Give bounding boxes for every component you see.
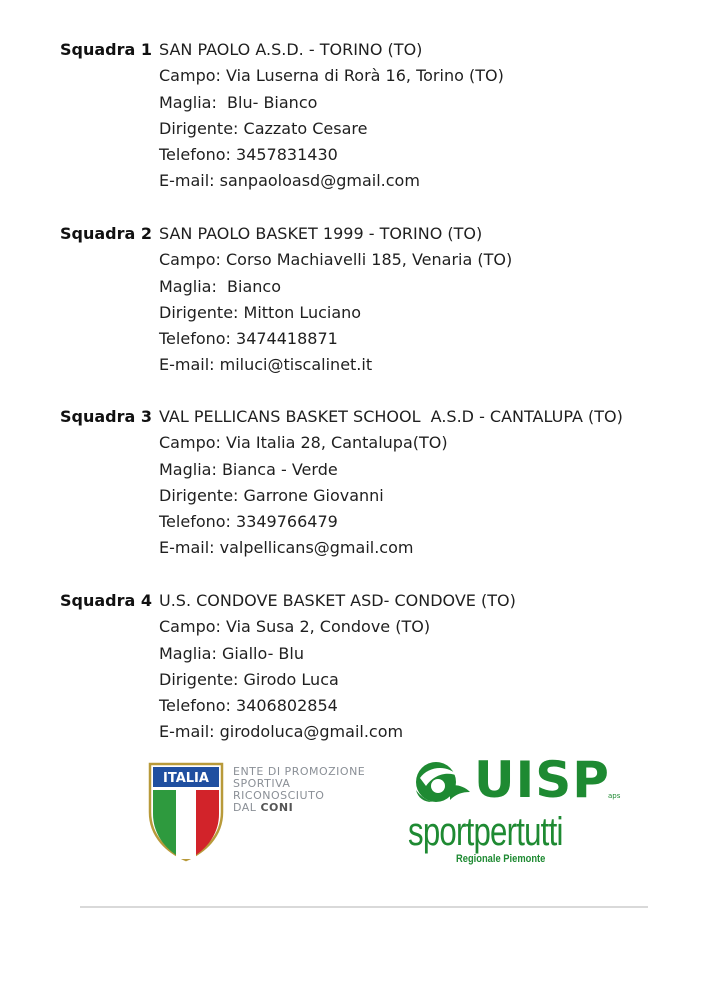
ente-line-3: RICONOSCIUTO xyxy=(233,789,325,802)
team-email: E-mail: miluci@tiscalinet.it xyxy=(159,355,373,375)
team-maglia: Maglia: Blu- Bianco xyxy=(159,92,318,112)
uisp-aps-text: aps xyxy=(608,792,621,800)
team-telefono: Telefono: 3349766479 xyxy=(159,512,338,532)
team-label: Squadra 4 xyxy=(60,591,153,610)
team-label: Squadra 3 xyxy=(60,407,153,426)
ente-promozione-text xyxy=(233,766,365,814)
team-name: SAN PAOLO A.S.D. - TORINO (TO) xyxy=(159,40,423,59)
ente-line-4 xyxy=(233,802,365,814)
team-dirigente: Dirigente: Mitton Luciano xyxy=(159,302,362,322)
team-dirigente: Dirigente: Girodo Luca xyxy=(159,669,339,689)
team-name: SAN PAOLO BASKET 1999 - TORINO (TO) xyxy=(159,224,483,243)
team-maglia: Maglia: Bianco xyxy=(159,276,281,296)
ente-line-2: SPORTIVA xyxy=(233,777,291,790)
logos-banner xyxy=(80,752,648,908)
team-maglia: Maglia: Giallo- Blu xyxy=(159,643,304,663)
team-label: Squadra 2 xyxy=(60,224,153,243)
team-telefono: Telefono: 3474418871 xyxy=(159,329,338,349)
team-label: Squadra 1 xyxy=(60,40,153,59)
italia-shield-logo xyxy=(148,762,224,862)
team-maglia: Maglia: Bianca - Verde xyxy=(159,459,338,479)
shield-text: ITALIA xyxy=(163,771,209,786)
team-campo: Campo: Corso Machiavelli 185, Venaria (TO) xyxy=(159,250,513,270)
sportpertutti-wordmark: sportpertutti xyxy=(408,810,563,854)
regionale-piemonte-text: Regionale Piemonte xyxy=(456,853,546,865)
team-telefono: Telefono: 3406802854 xyxy=(159,696,338,716)
team-details xyxy=(159,37,719,195)
team-name: U.S. CONDOVE BASKET ASD- CONDOVE (TO) xyxy=(159,591,516,610)
team-telefono: Telefono: 3457831430 xyxy=(159,145,338,165)
team-dirigente: Dirigente: Garrone Giovanni xyxy=(159,485,384,505)
team-email: E-mail: valpellicans@gmail.com xyxy=(159,538,414,558)
ente-line-4-prefix: DAL xyxy=(233,801,261,814)
team-details xyxy=(159,404,719,562)
team-dirigente: Dirigente: Cazzato Cesare xyxy=(159,118,368,138)
team-campo: Campo: Via Italia 28, Cantalupa(TO) xyxy=(159,433,448,453)
team-details xyxy=(159,588,719,746)
team-email: E-mail: girodoluca@gmail.com xyxy=(159,722,404,742)
team-campo: Campo: Via Susa 2, Condove (TO) xyxy=(159,617,431,637)
uisp-emblem-icon xyxy=(410,756,474,808)
ente-line-1: ENTE DI PROMOZIONE xyxy=(233,765,366,778)
team-email: E-mail: sanpaoloasd@gmail.com xyxy=(159,171,420,191)
team-name: VAL PELLICANS BASKET SCHOOL A.S.D - CANTALUPA (TO) xyxy=(159,407,623,426)
coni-text: CONI xyxy=(260,801,294,814)
team-campo: Campo: Via Luserna di Rorà 16, Torino (TO) xyxy=(159,66,504,86)
uisp-wordmark: UISP xyxy=(474,751,610,809)
team-details xyxy=(159,221,719,379)
